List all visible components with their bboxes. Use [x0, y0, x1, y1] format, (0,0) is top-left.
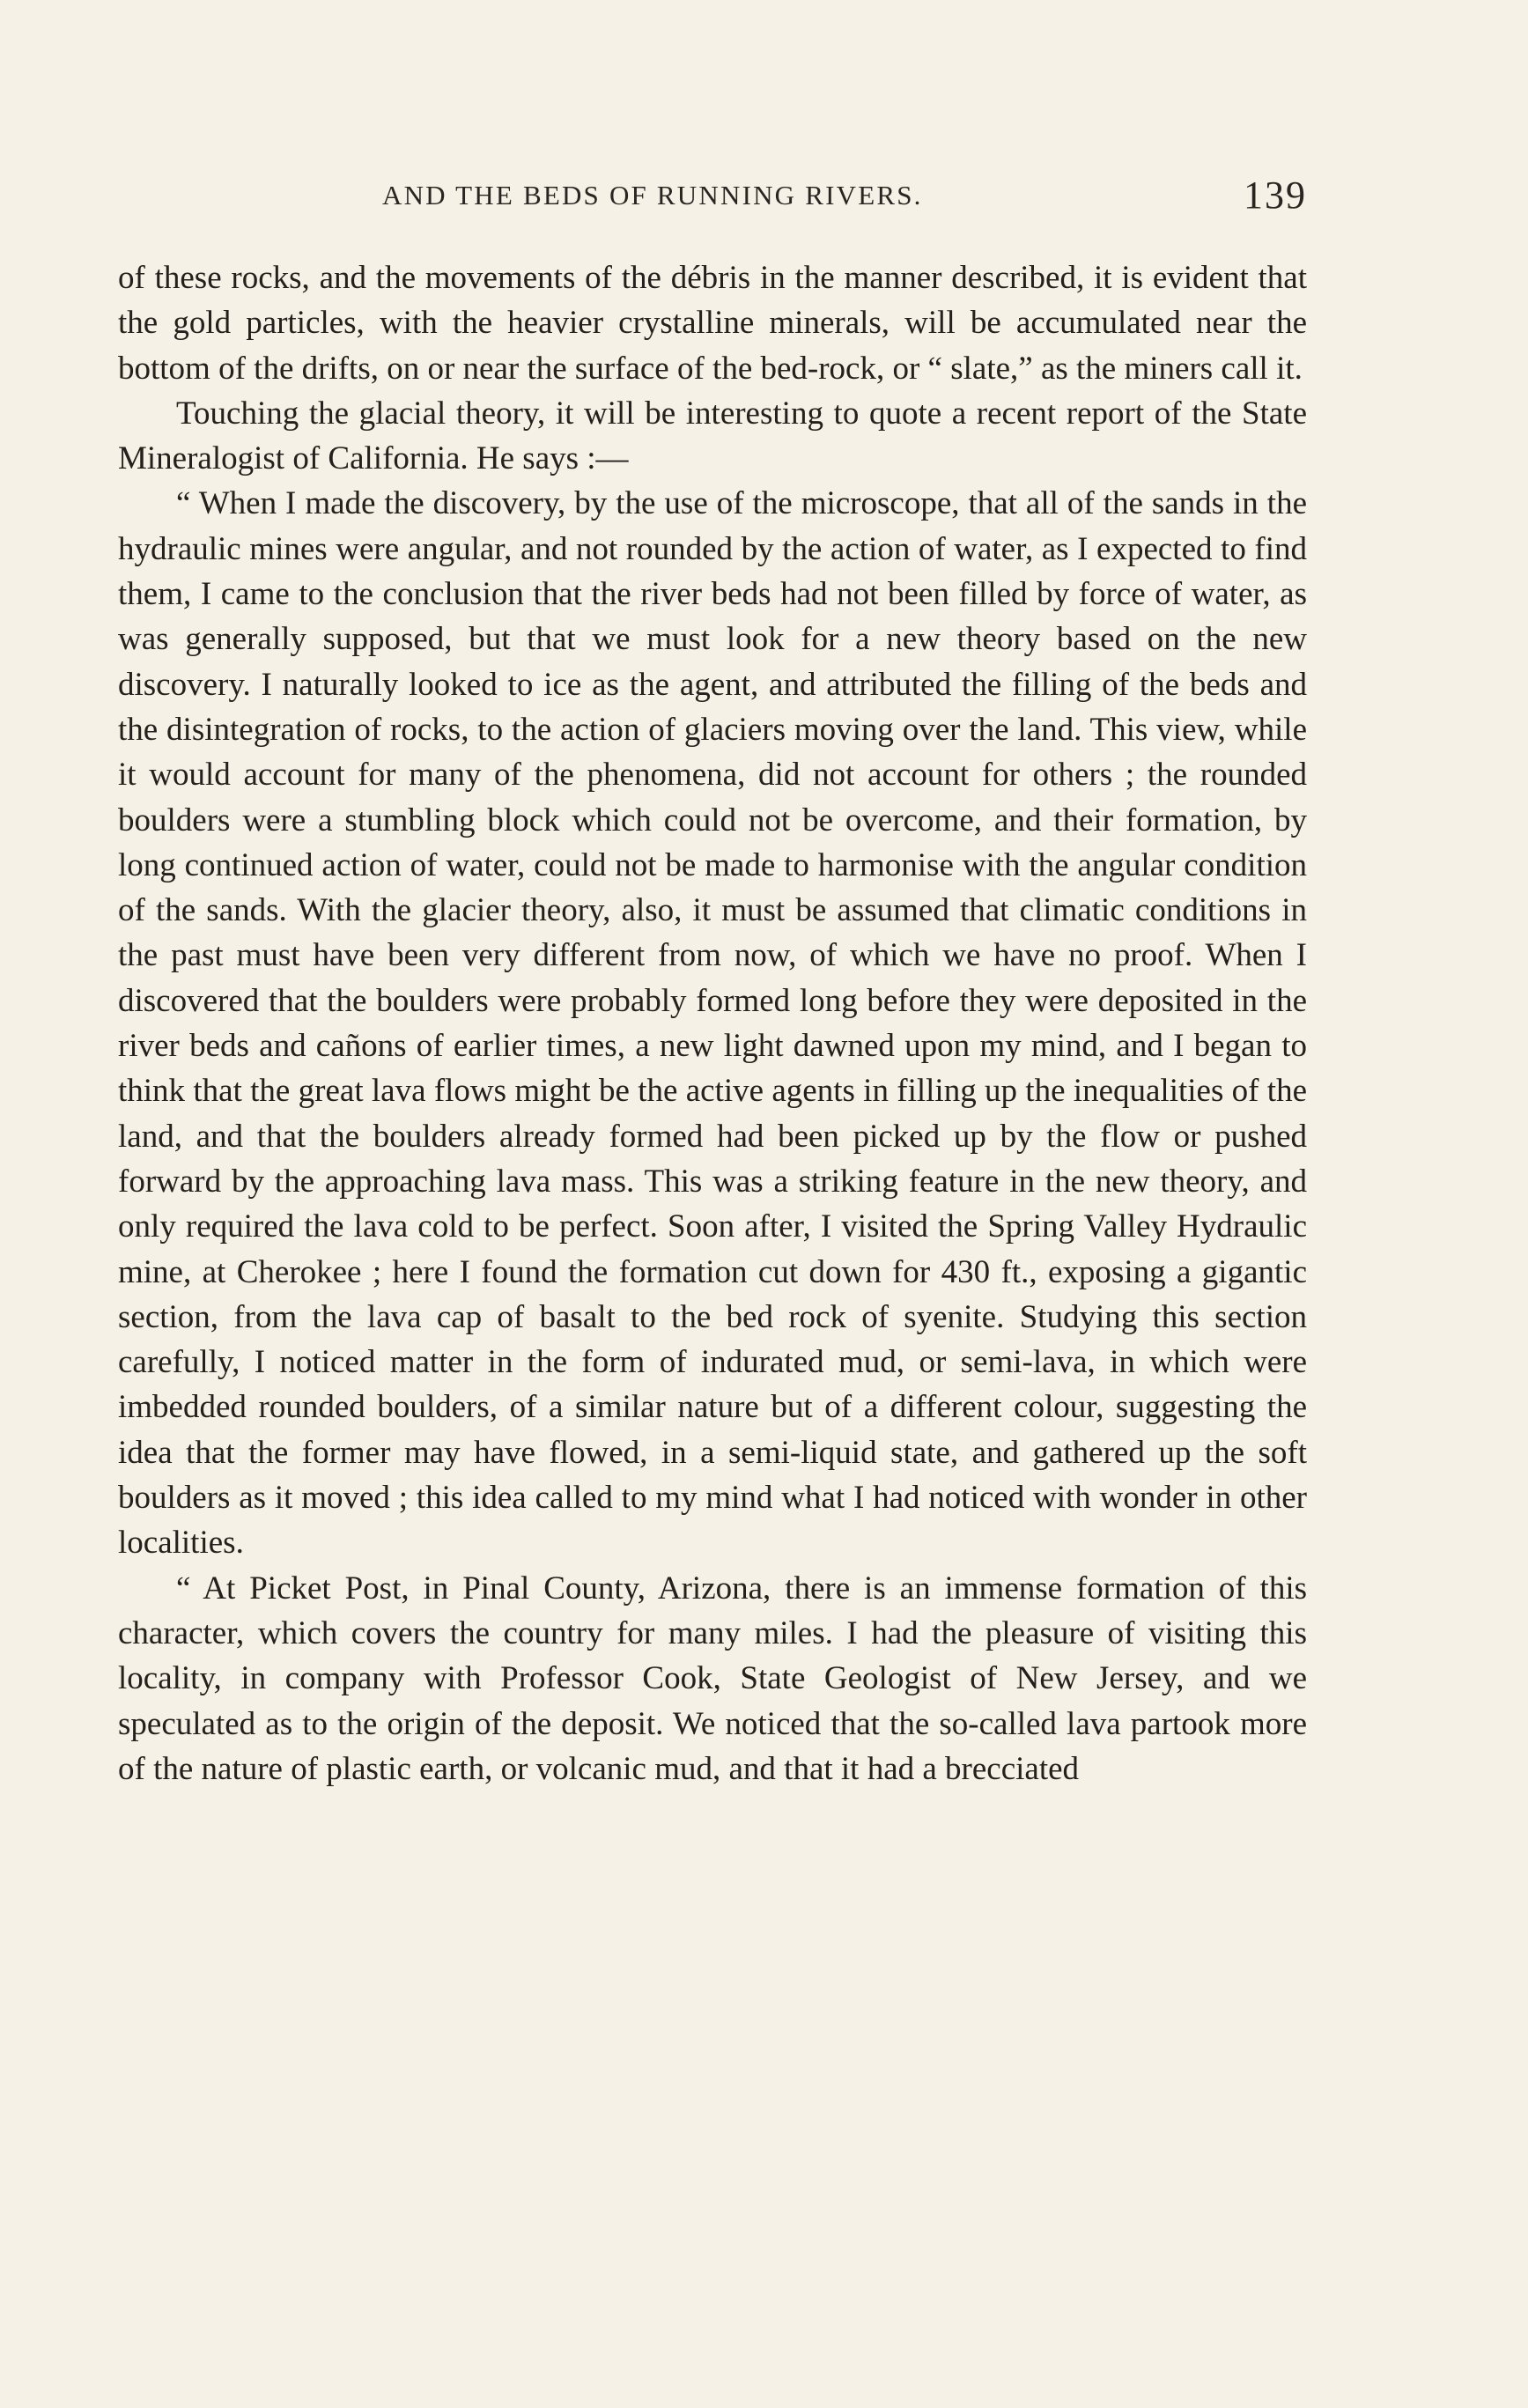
paragraph-glacial-theory: Touching the glacial theory, it will be interesting to quote a recent report of the State Mineralogist of California. He says :— — [118, 395, 1307, 477]
paragraph-continuation: of these rocks, and the movements of the débris in the manner described, it is evident that the gold particles, with the heavier crystalline minerals, will be accumulated near the bottom of the drifts, on or near the surface of the bed-rock, or “ slate,” as the miners call it. — [118, 260, 1307, 387]
running-head: AND THE BEDS OF RUNNING RIVERS. — [382, 180, 923, 211]
page-number: 139 — [1244, 174, 1307, 217]
paragraph-picket-post: “ At Picket Post, in Pinal County, Arizona, there is an immense formation of this character, which covers the country for many miles. I had the pleasure of visiting this locality, in company with Professor Cook, State Geologist of New Jersey, and we speculated as to the origin of the deposit. We noticed that the so-called lava partook more of the nature of plastic earth, or volcanic mud, and that it had a brecciated — [118, 1570, 1307, 1787]
page-header — [118, 173, 1307, 225]
body-text — [118, 255, 1307, 1791]
paragraph-quoted-report: “ When I made the discovery, by the use of the microscope, that all of the sands in the hydraulic mines were angular, and not rounded by the action of water, as I expected to find them, I came to the conclusion that the river beds had not been filled by force of water, as was generally supposed, but that we must look for a new theory based on the new discovery. I naturally looked to ice as the agent, and attributed the filling of the beds and the disintegration of rocks, to the action of glaciers moving over the land. This view, while it would account for many of the phenomena, did not account for others ; the rounded boulders were a stumbling block which could not be overcome, and their formation, by long continued action of water, could not be made to harmonise with the angular condition of the sands. With the glacier theory, also, it must be assumed that climatic conditions in the past must have been very different from now, of which we have no proof. When I discovered that the boulders were probably formed long before they were deposited in the river beds and cañons of earlier times, a new light dawned upon my mind, and I began to think that the great lava flows might be the active agents in filling up the inequalities of the land, and that the boulders already formed had been picked up by the flow or pushed forward by the approaching lava mass. This was a striking feature in the new theory, and only required the lava cold to be perfect. Soon after, I visited the Spring Valley Hydraulic mine, at Cherokee ; here I found the formation cut down for 430 ft., exposing a gigantic section, from the lava cap of basalt to the bed rock of syenite. Studying this section carefully, I noticed matter in the form of indurated mud, or semi-lava, in which were imbedded rounded boulders, of a similar nature but of a different colour, suggesting the idea that the former may have flowed, in a semi-liquid state, and gathered up the soft boulders as it moved ; this idea called to my mind what I had noticed with wonder in other localities. — [118, 485, 1307, 1562]
